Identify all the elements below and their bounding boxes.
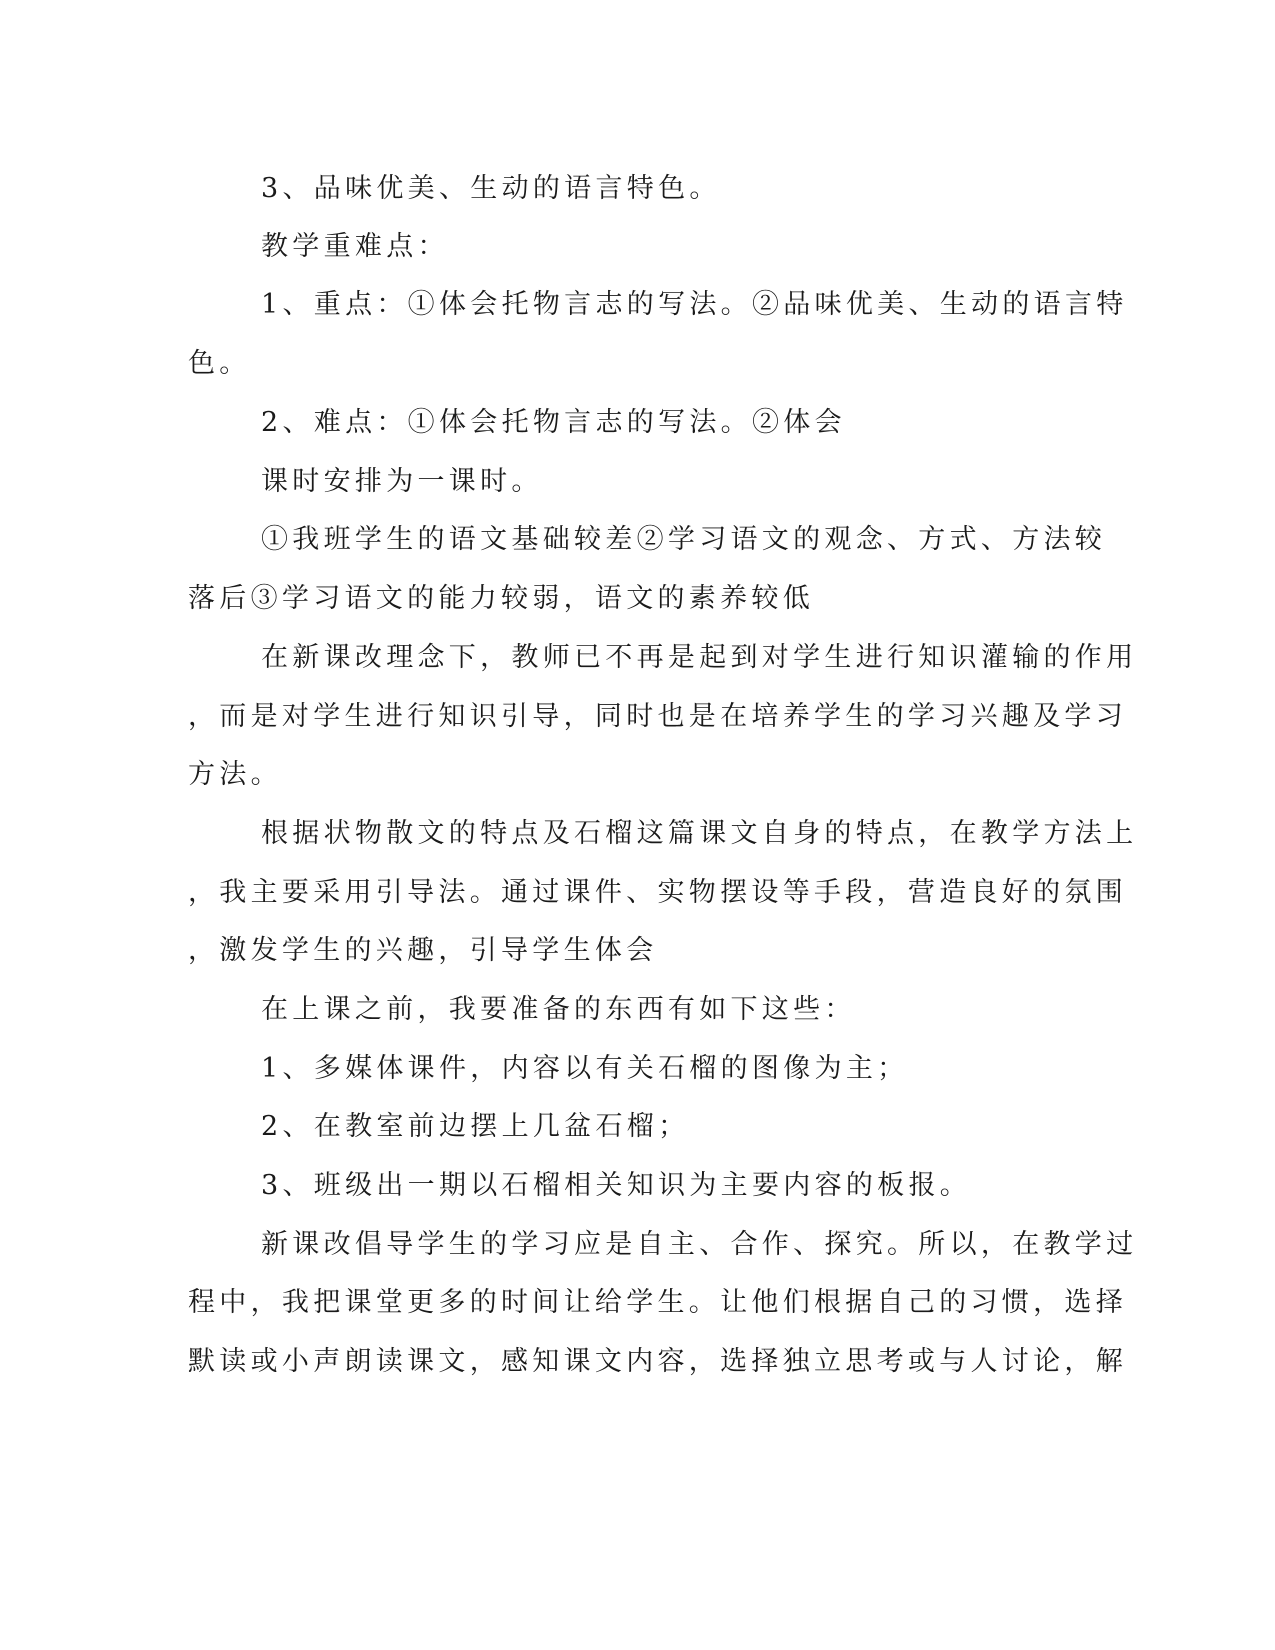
text-line: 色。 [188, 348, 251, 379]
text-line: 根据状物散文的特点及石榴这篇课文自身的特点，在教学方法上 [261, 818, 1138, 849]
text-line: 2、难点：①体会托物言志的写法。②体会 [261, 407, 846, 438]
text-line: 方法。 [188, 759, 282, 790]
text-line: 程中，我把课堂更多的时间让给学生。让他们根据自己的习惯，选择 [188, 1287, 1127, 1318]
text-line: 在上课之前，我要准备的东西有如下这些： [261, 994, 856, 1025]
text-line: 1、重点：①体会托物言志的写法。②品味优美、生动的语言特 [261, 289, 1128, 320]
text-line: ，而是对学生进行知识引导，同时也是在培养学生的学习兴趣及学习 [188, 701, 1127, 732]
text-line: ①我班学生的语文基础较差②学习语文的观念、方式、方法较 [261, 524, 1107, 555]
text-line: 在新课改理念下，教师已不再是起到对学生进行知识灌输的作用 [261, 642, 1138, 673]
text-line: 教学重难点： [261, 231, 449, 262]
text-line: 课时安排为一课时。 [261, 466, 543, 497]
text-line: 默读或小声朗读课文，感知课文内容，选择独立思考或与人讨论，解 [188, 1346, 1127, 1377]
text-line: 2、在教室前边摆上几盆石榴； [261, 1111, 690, 1142]
text-line: 3、班级出一期以石榴相关知识为主要内容的板报。 [261, 1170, 972, 1201]
text-line: 新课改倡导学生的学习应是自主、合作、探究。所以，在教学过 [261, 1229, 1138, 1260]
text-line: 落后③学习语文的能力较弱，语文的素养较低 [188, 583, 814, 614]
text-line: ，激发学生的兴趣，引导学生体会 [188, 935, 658, 966]
text-line: ，我主要采用引导法。通过课件、实物摆设等手段，营造良好的氛围 [188, 877, 1127, 908]
text-line: 1、多媒体课件，内容以有关石榴的图像为主； [261, 1053, 909, 1084]
text-line: 3、品味优美、生动的语言特色。 [261, 173, 721, 204]
